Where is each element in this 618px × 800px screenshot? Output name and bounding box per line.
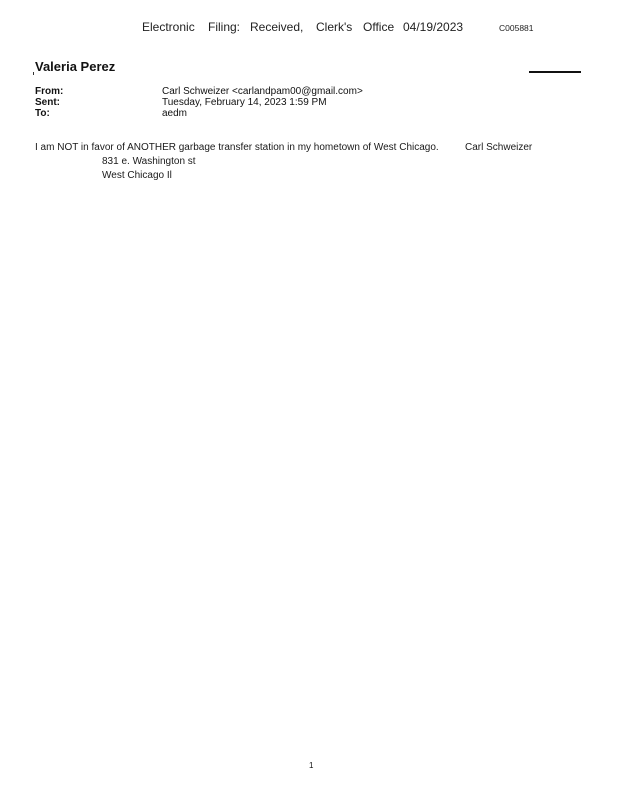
stamp-word: Office [363,20,395,34]
from-label: From: [35,86,64,97]
stamp-id: C005881 [499,23,534,33]
signature-name: Carl Schweizer [465,142,533,153]
from-value: Carl Schweizer <carlandpam00@gmail.com> [162,86,363,97]
stamp-word: Electronic [142,20,195,34]
sent-label: Sent: [35,97,60,108]
sent-value: Tuesday, February 14, 2023 1:59 PM [162,97,327,108]
stamp-word: Filing: [208,20,241,34]
address-line: West Chicago Il [102,170,172,181]
mark [33,72,34,75]
address-line: 831 e. Washington st [102,156,196,167]
to-label: To: [35,108,50,119]
stamp-word: Received, [250,20,304,34]
sender-name: Valeria Perez [35,59,116,74]
stamp-date: 04/19/2023 [403,20,464,34]
to-value: aedm [162,108,188,119]
message-text: I am NOT in favor of ANOTHER garbage transfer station in my hometown of West Chicago. [35,142,439,153]
header-rule [529,71,581,73]
page-number: 1 [309,761,314,770]
stamp-word: Clerk's [316,20,353,34]
filing-stamp [0,20,618,38]
